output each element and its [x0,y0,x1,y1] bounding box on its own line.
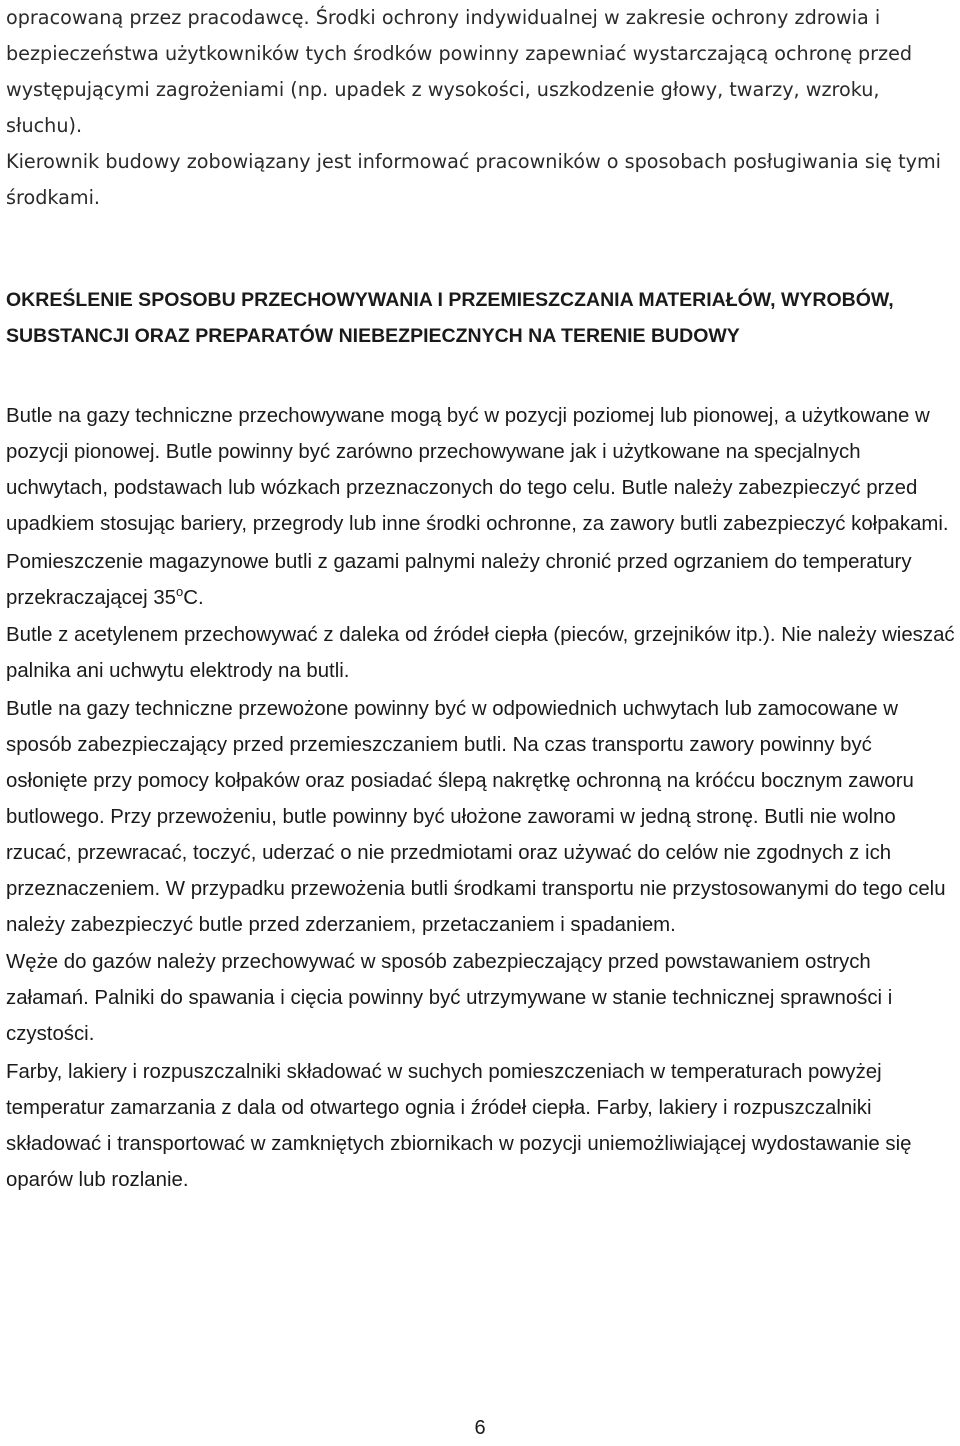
section-heading: OKREŚLENIE SPOSOBU PRZECHOWYWANIA I PRZEMIESZCZANIA MATERIAŁÓW, WYROBÓW, SUBSTANCJI ORAZ PREPARATÓW NIEBEZPIECZNYCH NA TERENIE BUDOWY [6,289,894,347]
intro-paragraph-ppe: opracowaną przez pracodawcę. Środki ochrony indywidualnej w zakresie ochrony zdrowia i bezpieczeństwa użytkowników tych środków powinny zapewniać wystarczającą ochronę przed występującymi zagrożeniami (np. upadek z wysokości, uszkodzenie głowy, twarzy, wzroku, słuchu). [6,6,913,137]
paragraph-storage-room-temperature [6,544,956,616]
intro-paragraph-site-manager: Kierownik budowy zobowiązany jest informować pracowników o sposobach posługiwania się tymi środkami. [6,150,941,209]
intro-section [6,0,956,216]
page-number: 6 [474,1417,486,1439]
section-body [6,398,956,1199]
paragraph-acetylene-cylinders: Butle z acetylenem przechowywać z daleka od źródeł ciepła (pieców, grzejników itp.). Nie należy wieszać palnika ani uchwytu elektrody na butli. [6,624,955,682]
paragraph-paints-solvents: Farby, lakiery i rozpuszczalniki składować w suchych pomieszczeniach w temperaturach powyżej temperatur zamarzania z dala od otwartego ognia i źródeł ciepła. Farby, lakiery i rozpuszczalniki składować i transportować w zamkniętych zbiornikach w pozycji uniemożliwiającej wydostawanie się oparów lub rozlanie. [6,1060,912,1191]
paragraph-gas-cylinders-storage: Butle na gazy techniczne przechowywane mogą być w pozycji poziomej lub pionowej, a użytkowane w pozycji pionowej. Butle powinny być zarówno przechowywane jak i użytkowane na specjalnych uchwytach, podstawach lub wózkach przeznaczonych do tego celu. Butle należy zabezpieczyć przed upadkiem stosując bariery, przegrody lub inne środki ochronne, za zawory butli zabezpieczyć kołpakami. [6,405,949,535]
paragraph-temperature-text: Pomieszczenie magazynowe butli z gazami palnymi należy chronić przed ogrzaniem do temperatury przekraczającej 35 [6,550,912,609]
paragraph-cylinder-transport: Butle na gazy techniczne przewożone powinny być w odpowiednich uchwytach lub zamocowane w sposób zabezpieczający przed przemieszczaniem butli. Na czas transportu zawory powinny być osłonięte przy pomocy kołpaków oraz posiadać ślepą nakrętkę ochronną na króćcu bocznym zaworu butlowego. Przy przewożeniu, butle powinny być ułożone zaworami w jedną stronę. Butli nie wolno rzucać, przewracać, toczyć, uderzać o nie przedmiotami oraz używać do celów nie zgodnych z ich przeznaczeniem. W przypadku przewożenia butli środkami transportu nie przystosowanymi do tego celu należy zabezpieczyć butle przed zderzaniem, przetaczaniem i spadaniem. [6,697,946,936]
paragraph-gas-hoses: Węże do gazów należy przechowywać w sposób zabezpieczający przed powstawaniem ostrych załamań. Palniki do spawania i cięcia powinny być utrzymywane w stanie technicznej sprawności i czystości. [6,951,893,1045]
paragraph-temperature-unit: C. [183,586,204,609]
degree-superscript: o [176,583,184,599]
